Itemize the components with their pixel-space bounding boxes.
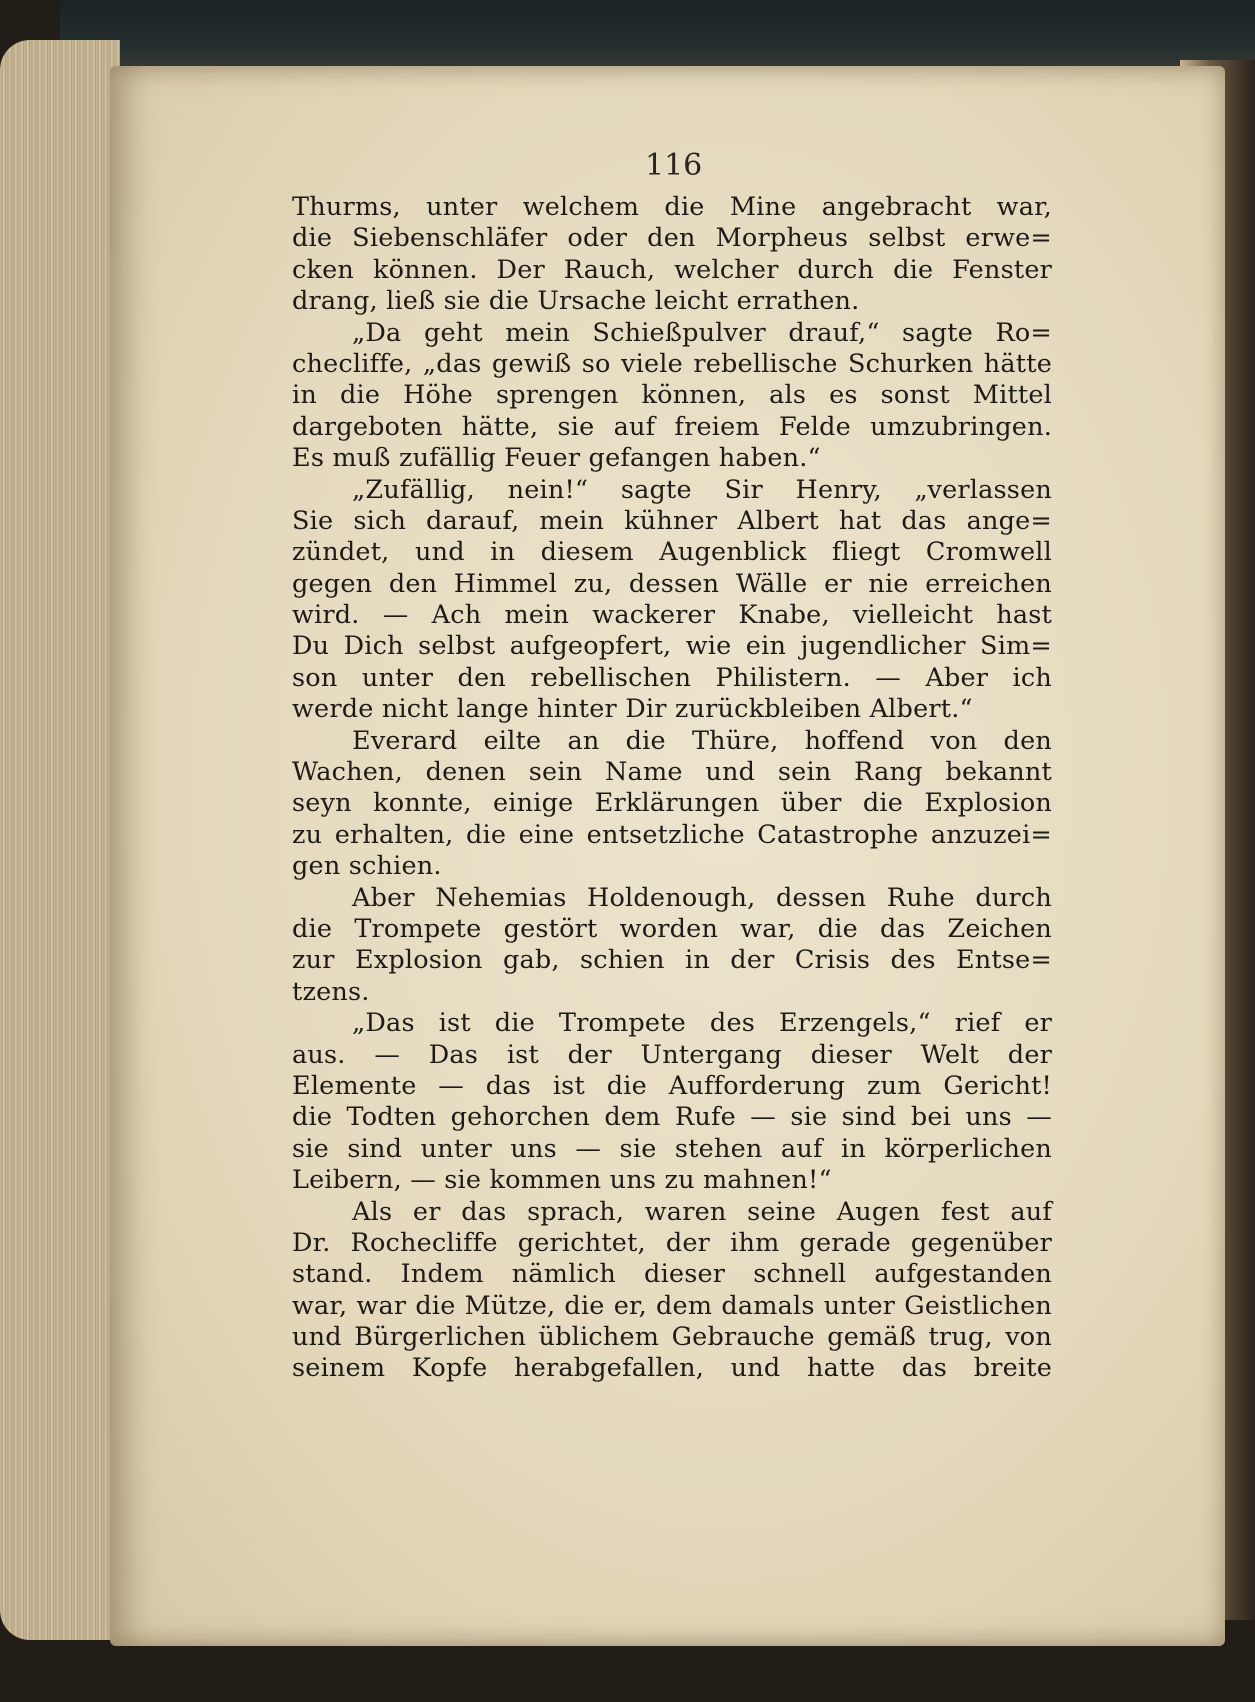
text-line: Du Dich selbst aufgeopfert, wie ein jugendlicher Sim= [292,631,1052,662]
text-line: Leibern, — sie kommen uns zu mahnen!“ [292,1165,832,1196]
text-line: sie sind unter uns — sie stehen auf in körperlichen [292,1133,1052,1164]
text-line: Dr. Rochecliffe gerichtet, der ihm gerade gegenüber [292,1227,1052,1258]
text-line: Everard eilte an die Thüre, hoffend von den [352,725,1052,756]
text-line: stand. Indem nämlich dieser schnell aufgestanden [292,1259,1052,1290]
text-line: war, war die Mütze, die er, dem damals unter Geistlichen [292,1290,1052,1321]
text-line: in die Höhe sprengen können, als es sonst Mittel [292,380,1052,411]
text-line: werde nicht lange hinter Dir zurückbleiben Albert.“ [292,694,973,725]
text-line: zu erhalten, die eine entsetzliche Catastrophe anzuzei= [292,819,1052,850]
text-line: Elemente — das ist die Aufforderung zum Gericht! [292,1070,1052,1101]
text-line: son unter den rebellischen Philistern. — Aber ich [292,662,1052,693]
text-line: cken können. Der Rauch, welcher durch die Fenster [292,254,1052,285]
page-number: 116 [645,148,703,183]
text-line: Wachen, denen sein Name und sein Rang bekannt [292,757,1052,788]
page-text [292,192,1052,1385]
text-line: seyn konnte, einige Erklärungen über die Explosion [292,788,1052,819]
book-cover-top [60,0,1255,72]
text-line: gen schien. [292,851,442,882]
text-line: aus. — Das ist der Untergang dieser Welt der [292,1039,1052,1070]
text-line: gegen den Himmel zu, dessen Wälle er nie erreichen [292,568,1052,599]
text-line: die Siebenschläfer oder den Morpheus selbst erwe= [292,223,1052,254]
text-line: Es muß zufällig Feuer gefangen haben.“ [292,443,821,474]
text-line: seinem Kopfe herabgefallen, und hatte das breite [292,1353,1052,1384]
text-line: zur Explosion gab, schien in der Crisis des Entse= [292,945,1052,976]
text-line: „Das ist die Trompete des Erzengels,“ rief er [352,1008,1052,1039]
text-line: Sie sich darauf, mein kühner Albert hat das ange= [292,505,1052,536]
text-line: Thurms, unter welchem die Mine angebracht war, [292,192,1052,222]
page-edges-left [0,40,120,1640]
text-line: die Trompete gestört worden war, die das Zeichen [292,913,1052,944]
text-line: „Da geht mein Schießpulver drauf,“ sagte Ro= [352,317,1052,348]
text-line: tzens. [292,976,370,1007]
text-line: Als er das sprach, waren seine Augen fest auf [352,1196,1052,1227]
text-line: „Zufällig, nein!“ sagte Sir Henry, „verlassen [352,474,1052,505]
text-line: checliffe, „das gewiß so viele rebellische Schurken hätte [292,348,1052,379]
text-line: wird. — Ach mein wackerer Knabe, vielleicht hast [292,600,1052,631]
text-line: dargeboten hätte, sie auf freiem Felde umzubringen. [292,411,1052,442]
text-line: Aber Nehemias Holdenough, dessen Ruhe durch [352,882,1052,913]
text-line: drang, ließ sie die Ursache leicht errathen. [292,286,860,317]
text-line: die Todten gehorchen dem Rufe — sie sind bei uns — [292,1102,1052,1133]
text-line: zündet, und in diesem Augenblick fliegt Cromwell [292,537,1052,568]
text-line: und Bürgerlichen üblichem Gebrauche gemäß trug, von [292,1322,1052,1353]
